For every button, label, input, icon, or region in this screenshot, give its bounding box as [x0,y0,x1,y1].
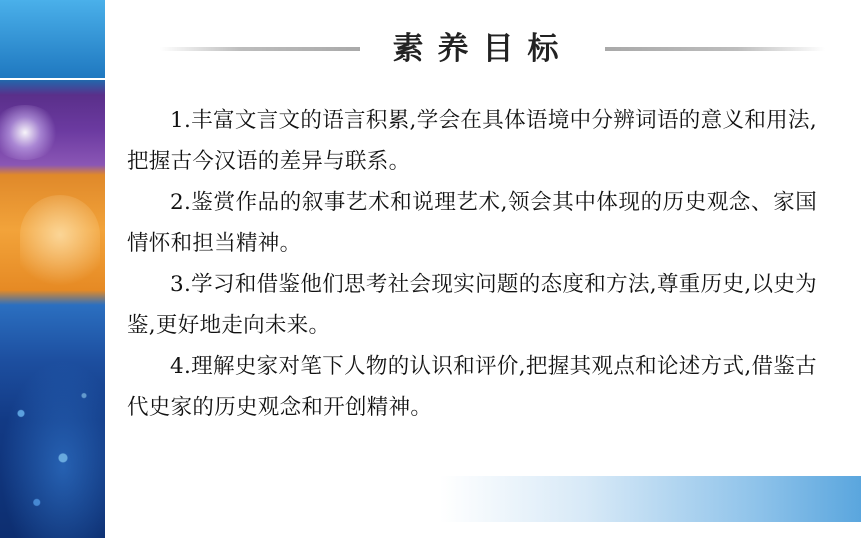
objective-item: 2.鉴赏作品的叙事艺术和说理艺术,领会其中体现的历史观念、家国情怀和担当精神。 [127,190,817,256]
decorative-side-strip [0,0,105,538]
lightbulb-decoration [20,195,100,295]
objectives-list [127,100,817,428]
bottom-gradient-bar [440,476,861,522]
light-glow-decoration [0,105,60,160]
header-divider-left [160,47,360,51]
objective-item: 1.丰富文言文的语言积累,学会在具体语境中分辨词语的意义和用法,把握古今汉语的差异与联系。 [127,108,817,174]
header-divider-right [605,47,825,51]
side-top-block [0,0,105,80]
objective-item: 3.学习和借鉴他们思考社会现实问题的态度和方法,尊重历史,以史为鉴,更好地走向未来。 [127,272,817,338]
page-title: 素养目标 [392,31,573,67]
objective-item: 4.理解史家对笔下人物的认识和评价,把握其观点和论述方式,借鉴古代史家的历史观念和开创精神。 [127,354,817,420]
sparkle-decoration [0,360,105,538]
